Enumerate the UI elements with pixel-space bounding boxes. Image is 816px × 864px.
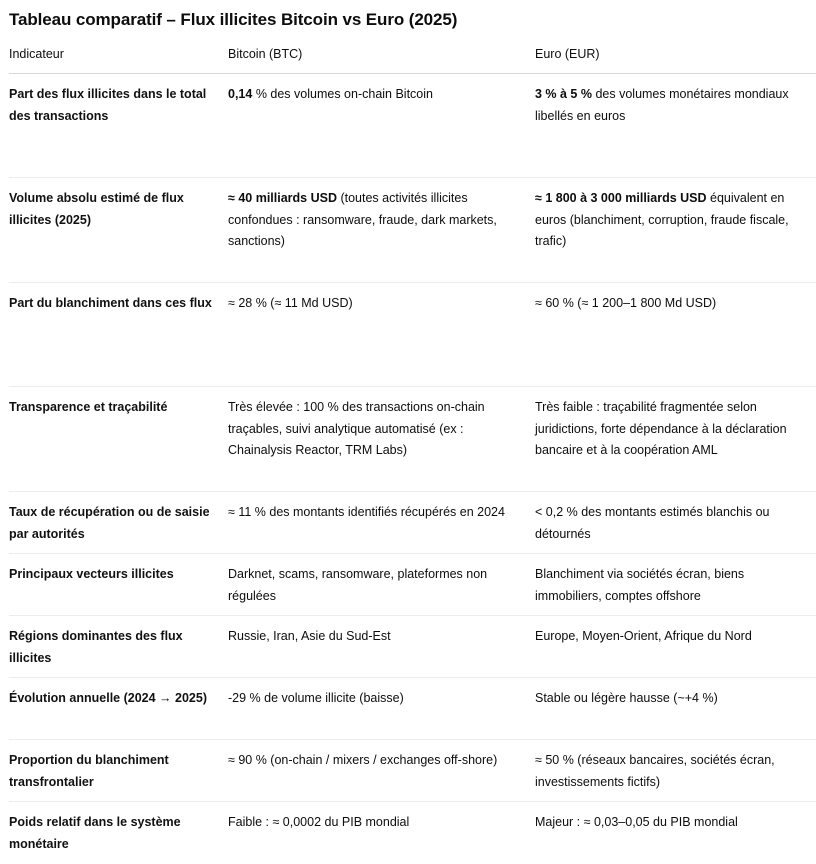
bitcoin-text: ≈ 90 % (on-chain / mixers / exchanges off-shore) xyxy=(228,753,498,767)
euro-cell xyxy=(535,554,816,616)
table-row xyxy=(9,678,816,740)
bitcoin-text: Faible : ≈ 0,0002 du PIB mondial xyxy=(228,815,410,829)
euro-text: équivalent en euros (blanchiment, corruption, fraude fiscale, trafic) xyxy=(535,191,789,248)
header-euro: Euro (EUR) xyxy=(535,44,816,74)
bitcoin-text: Très élevée : 100 % des transactions on-chain traçables, suivi analytique automatisé (ex : Chainalysis Reactor, TRM Labs) xyxy=(228,400,485,457)
indicator-cell: Principaux vecteurs illicites xyxy=(9,554,228,616)
indicator-cell: Part des flux illicites dans le total des transactions xyxy=(9,74,228,178)
euro-cell xyxy=(535,74,816,178)
table-row xyxy=(9,554,816,616)
bitcoin-text: ≈ 28 % (≈ 11 Md USD) xyxy=(228,296,353,310)
bitcoin-text: ≈ 11 % des montants identifiés récupérés en 2024 xyxy=(228,505,505,519)
bitcoin-cell xyxy=(228,740,535,802)
bitcoin-text: % des volumes on-chain Bitcoin xyxy=(252,87,433,101)
table-row xyxy=(9,178,816,283)
bitcoin-highlight: 0,14 xyxy=(228,87,253,101)
euro-text: Majeur : ≈ 0,03–0,05 du PIB mondial xyxy=(535,815,738,829)
euro-text: < 0,2 % des montants estimés blanchis ou détournés xyxy=(535,505,770,541)
bitcoin-highlight: ≈ 40 milliards USD xyxy=(228,191,337,205)
table-header-row xyxy=(9,44,816,74)
indicator-cell: Régions dominantes des flux illicites xyxy=(9,616,228,678)
euro-text: Blanchiment via sociétés écran, biens immobiliers, comptes offshore xyxy=(535,567,745,603)
indicator-cell: Poids relatif dans le système monétaire xyxy=(9,815,181,851)
euro-cell xyxy=(535,492,816,554)
table-row xyxy=(9,387,816,492)
table-row xyxy=(9,802,816,864)
bitcoin-cell xyxy=(228,802,535,864)
table-row xyxy=(9,616,816,678)
euro-text: Stable ou légère hausse (~+4 %) xyxy=(535,691,718,705)
euro-text: Europe, Moyen-Orient, Afrique du Nord xyxy=(535,629,752,643)
table-row xyxy=(9,740,816,802)
euro-cell xyxy=(535,802,816,864)
euro-cell xyxy=(535,740,816,802)
euro-cell xyxy=(535,178,816,283)
bitcoin-cell xyxy=(228,178,535,283)
indicator-cell: Proportion du blanchiment transfrontalier xyxy=(9,740,228,802)
bitcoin-text: Russie, Iran, Asie du Sud-Est xyxy=(228,629,391,643)
bitcoin-text: Darknet, scams, ransomware, plateformes non régulées xyxy=(228,567,488,603)
indicator-cell: Volume absolu estimé de flux illicites (2025) xyxy=(9,178,228,283)
bitcoin-cell xyxy=(228,492,535,554)
table-title: Tableau comparatif – Flux illicites Bitcoin vs Euro (2025) xyxy=(9,10,458,29)
euro-cell xyxy=(535,616,816,678)
euro-text: des volumes monétaires mondiaux libellés en euros xyxy=(535,87,789,123)
euro-highlight: 3 % à 5 % xyxy=(535,87,592,101)
indicator-cell: Part du blanchiment dans ces flux xyxy=(9,283,228,387)
table-row xyxy=(9,492,816,554)
indicator-cell: Évolution annuelle (2024 → 2025) xyxy=(9,678,228,740)
bitcoin-cell xyxy=(228,74,535,178)
table-row xyxy=(9,283,816,387)
bitcoin-cell xyxy=(228,554,535,616)
header-indicator: Indicateur xyxy=(9,44,228,74)
bitcoin-cell xyxy=(228,387,535,492)
euro-cell xyxy=(535,387,816,492)
bitcoin-text: (toutes activités illicites confondues : ransomware, fraude, dark markets, sanctions) xyxy=(228,191,497,248)
euro-highlight: ≈ 1 800 à 3 000 milliards USD xyxy=(535,191,707,205)
bitcoin-cell xyxy=(228,283,535,387)
header-bitcoin: Bitcoin (BTC) xyxy=(228,44,535,74)
euro-text: Très faible : traçabilité fragmentée selon juridictions, forte dépendance à la déclaration bancaire et à la coopération AML xyxy=(535,400,787,457)
comparison-table xyxy=(9,44,816,864)
euro-cell xyxy=(535,678,816,740)
euro-cell xyxy=(535,283,816,387)
bitcoin-cell xyxy=(228,678,535,740)
bitcoin-text: -29 % de volume illicite (baisse) xyxy=(228,691,404,705)
indicator-cell: Transparence et traçabilité xyxy=(9,387,228,492)
bitcoin-cell xyxy=(228,616,535,678)
euro-text: ≈ 50 % (réseaux bancaires, sociétés écran, investissements fictifs) xyxy=(535,753,775,789)
euro-text: ≈ 60 % (≈ 1 200–1 800 Md USD) xyxy=(535,296,717,310)
table-row xyxy=(9,74,816,178)
indicator-cell: Taux de récupération ou de saisie par autorités xyxy=(9,492,228,554)
table-body xyxy=(9,74,816,864)
